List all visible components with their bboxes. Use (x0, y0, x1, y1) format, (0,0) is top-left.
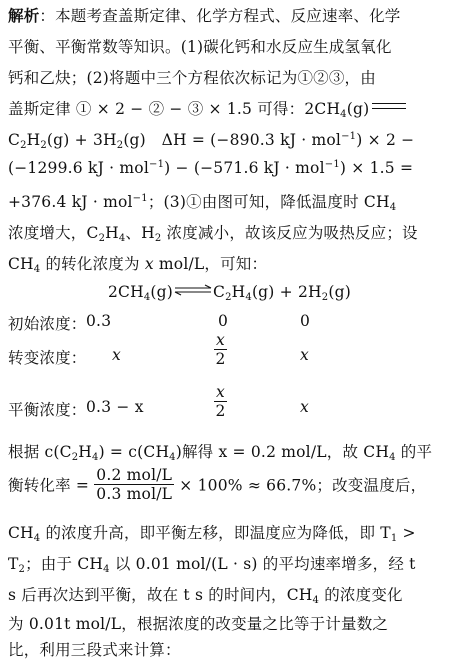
cell-initial-c2h4: 0 (218, 312, 229, 330)
reversible-arrow-icon (173, 284, 213, 296)
text-line-14: s 后再次达到平衡，故在 t s 的时间内，$CH_4$ 的浓度变化 (8, 586, 403, 606)
text-line-1: 解析：本题考查盖斯定律、化学方程式、反应速率、化学 (8, 6, 401, 25)
conversion-fraction: $\frac{\text{0.2 mol/L}}{\text{0.3 mol/L}}$ (96, 466, 173, 503)
text-line-7: +376.4 kJ · mol$^{-1}$；(3)①由图可知，降低温度时 $CH_4$ (8, 193, 397, 213)
cell-change-h2: x (300, 346, 309, 364)
cell-eq-h2: x (300, 398, 309, 416)
text-line-8: 浓度增大，$C_2H_4$、$H_2$ 浓度减小，故该反应为吸热反应；设 (8, 224, 418, 244)
text-line-4: 盖斯定律 ① × 2 − ② − ③ × 1.5 可得：$2CH_4(g)$ (8, 97, 409, 119)
cell-change-reactant: x (112, 346, 121, 364)
fraction-x-over-2: $\frac{x}{2}$ (215, 383, 226, 420)
cell-eq-c2h4 (214, 383, 227, 420)
table-row-initial: 初始浓度： (8, 315, 87, 333)
text-line-13: $T_2$；由于 $CH_4$ 以 0.01 mol/(L · s) 的平均速率增多，经 t (8, 555, 416, 575)
text-line-12: $CH_4$ 的浓度升高，即平衡左移，即温度应为降低，即 $T_1$ > (8, 524, 416, 544)
text-line-6: (−1299.6 kJ · mol$^{-1}$) − (−571.6 kJ · mol$^{-1}$) × 1.5 = (8, 159, 414, 177)
text-line-10: 根据 $c(C_2H_4) = c(CH_4)$解得 x = 0.2 mol/L，故 $CH_4$ 的平 (8, 443, 433, 463)
cell-initial-reactant: 0.3 (86, 312, 112, 330)
text-line-15: 为 0.01t mol/L，根据浓度的改变量之比等于计量数之 (8, 615, 389, 633)
reaction-equation: $2CH_4(g) C_2H_4(g) + 2H_2(g)$ (108, 283, 351, 303)
text-line-5: $C_2H_2(g) + 3H_2(g)$ ΔH = (−890.3 kJ · mol$^{-1}$) × 2 − (8, 131, 415, 151)
equals-arrow-icon (372, 102, 406, 112)
cell-eq-reactant: 0.3 − x (86, 398, 144, 416)
text-line-3: 钙和乙炔；(2)将题中三个方程依次标记为①②③，由 (8, 69, 376, 87)
text-line-2: 平衡、平衡常数等知识。(1)碳化钙和水反应生成氢氧化 (8, 38, 392, 56)
cell-change-c2h4 (214, 331, 227, 368)
text-line-11: 衡转化率 = $\frac{\text{0.2 mol/L}}{\text{0.3 mol/L}}$ × 100% ≈ 66.7%；改变温度后， (8, 466, 427, 503)
cell-initial-h2: 0 (300, 312, 311, 330)
analysis-label: 解析 (8, 6, 40, 25)
fraction-x-over-2: $\frac{x}{2}$ (215, 331, 226, 368)
table-row-change: 转变浓度： (8, 349, 87, 367)
text-line-9: $CH_4$ 的转化浓度为 x mol/L，可知： (8, 255, 268, 275)
table-row-equilibrium: 平衡浓度： (8, 401, 87, 419)
text-line-16: 比，利用三段式来计算： (8, 641, 181, 659)
